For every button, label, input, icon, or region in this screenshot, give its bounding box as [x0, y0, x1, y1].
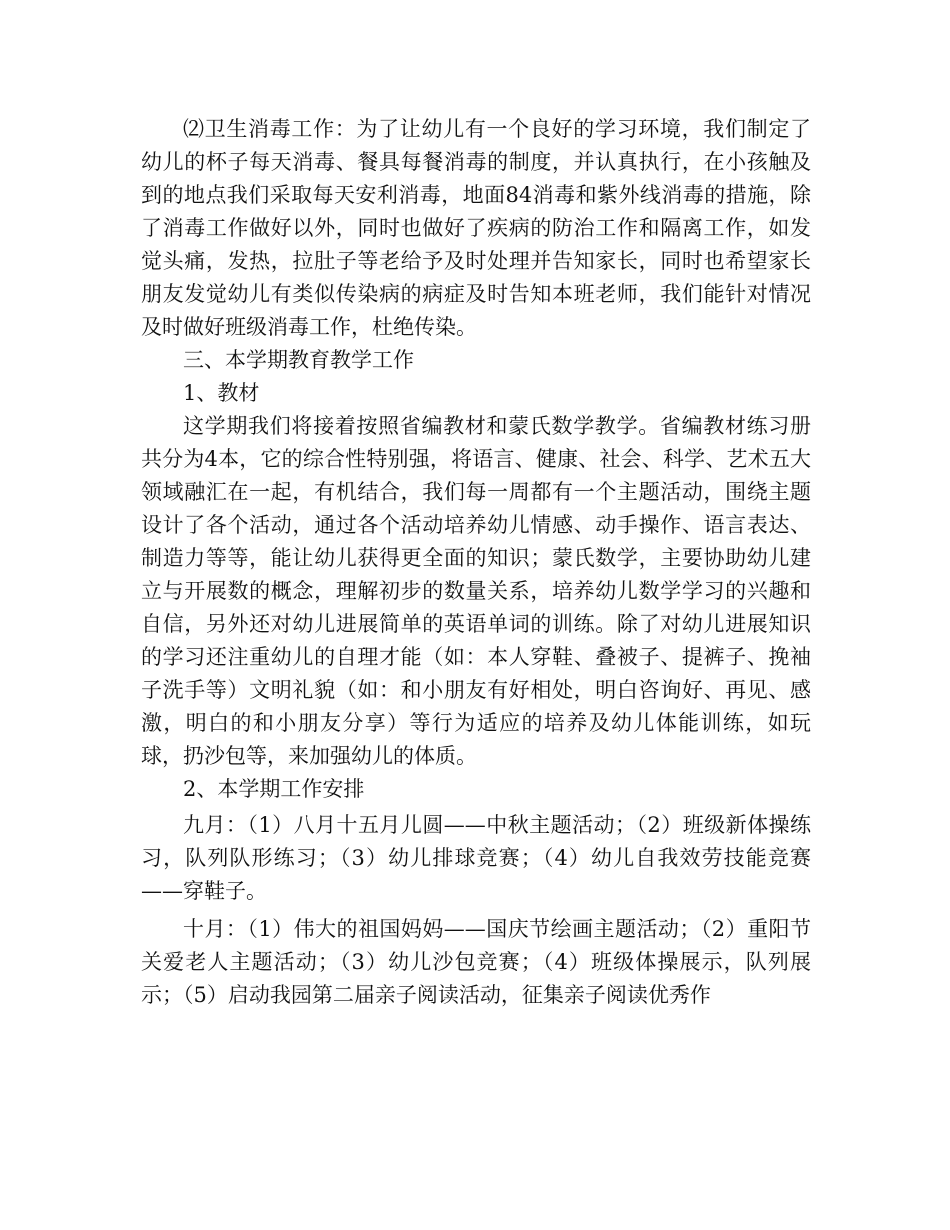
heading-work-schedule: 2、本学期工作安排	[183, 777, 365, 801]
paragraph-textbooks: 这学期我们将接着按照省编教材和蒙氏数学教学。省编教材练习册共分为4本，它的综合性特别强，将语言、健康、社会、科学、艺术五大领域融汇在一起，有机结合，我们每一周都有一个主题活动，围绕主题设计了各个活动，通过各个活动培养幼儿情感、动手操作、语言表达、制造力等等，能让幼儿获得更全面的知识；蒙氏数学，主要协助幼儿建立与开展数的概念，理解初步的数量关系，培养幼儿数学学习的兴趣和自信，另外还对幼儿进展简单的英语单词的训练。除了对幼儿进展知识的学习还注重幼儿的自理才能（如：本人穿鞋、叠被子、提裤子、挽袖子洗手等）文明礼貌（如：和小朋友有好相处，明白咨询好、再见、感激，明白的和小朋友分享）等行为适应的培养及幼儿体能训练，如玩球，扔沙包等，来加强幼儿的体质。	[141, 414, 811, 768]
paragraph-hygiene-disinfection: ⑵卫生消毒工作：为了让幼儿有一个良好的学习环境，我们制定了幼儿的杯子每天消毒、餐具每餐消毒的制度，并认真执行，在小孩触及到的地点我们采取每天安利消毒，地面84消毒和紫外线消毒的措施，除了消毒工作做好以外，同时也做好了疾病的防治工作和隔离工作，如发觉头痛，发热，拉肚子等老给予及时处理并告知家长，同时也希望家长朋友发觉幼儿有类似传染病的病症及时告知本班老师，我们能针对情况及时做好班级消毒工作，杜绝传染。	[141, 117, 811, 339]
document-body	[141, 113, 811, 1012]
paragraph-september: 九月：（1）八月十五月儿圆——中秋主题活动；（2）班级新体操练习，队列队形练习；（3）幼儿排球竞赛；（4）幼儿自我效劳技能竞赛——穿鞋子。	[141, 813, 811, 903]
paragraph-october: 十月：（1）伟大的祖国妈妈——国庆节绘画主题活动；（2）重阳节关爱老人主题活动；（3）幼儿沙包竞赛；（4）班级体操展示，队列展示；（5）启动我园第二届亲子阅读活动，征集亲子阅读优秀作	[141, 917, 811, 1007]
heading-textbooks: 1、教材	[183, 381, 260, 405]
heading-teaching-work: 三、本学期教育教学工作	[183, 348, 414, 372]
